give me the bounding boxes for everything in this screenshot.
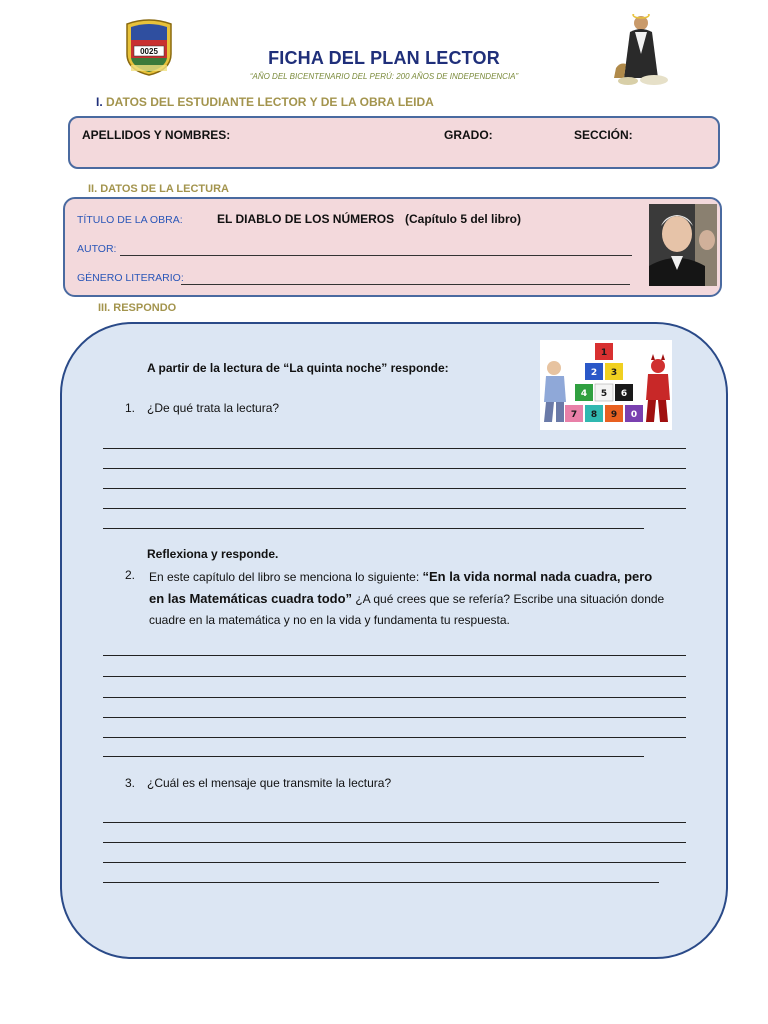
section1-title: DATOS DEL ESTUDIANTE LECTOR Y DE LA OBRA LEIDA — [106, 95, 434, 109]
cube-4-label: 4 — [580, 389, 588, 399]
cube-6-label: 6 — [620, 389, 628, 399]
grade-label: GRADO: — [444, 128, 493, 142]
question-1-number: 1. — [125, 401, 136, 415]
response-intro: A partir de la lectura de “La quinta noche” responde: — [147, 361, 449, 375]
work-title-value: EL DIABLO DE LOS NÚMEROS — [217, 212, 395, 226]
section-label: SECCIÓN: — [574, 128, 633, 142]
school-logo-number: 0025 — [140, 47, 158, 56]
reflect-heading: Reflexiona y responde. — [147, 547, 279, 561]
cube-8-label: 8 — [590, 410, 598, 420]
section1-roman: I. — [96, 95, 103, 109]
question-1-text: ¿De qué trata la lectura? — [147, 401, 280, 415]
section1-heading — [96, 95, 434, 109]
question-2-post-b: cuadre en la matemática y no en la vida y fundamenta tu respuesta. — [149, 613, 510, 627]
cube-5-label: 5 — [600, 389, 608, 399]
question-2-pre: En este capítulo del libro se menciona lo siguiente: — [149, 570, 423, 584]
answer-line[interactable] — [103, 528, 644, 529]
section2-heading: II. DATOS DE LA LECTURA — [88, 183, 229, 195]
section3-heading: III. RESPONDO — [98, 302, 177, 314]
answer-line[interactable] — [103, 862, 686, 863]
question-3-text: ¿Cuál es el mensaje que transmite la lectura? — [147, 776, 392, 790]
answer-line[interactable] — [103, 737, 686, 738]
answer-line[interactable] — [103, 655, 686, 656]
genre-label: GÉNERO LITERARIO: — [77, 272, 184, 284]
answer-line[interactable] — [103, 508, 686, 509]
answer-line[interactable] — [103, 822, 686, 823]
answer-line[interactable] — [103, 488, 686, 489]
cube-0-label: 0 — [630, 410, 638, 420]
question-2-number: 2. — [125, 568, 136, 582]
cube-9-label: 9 — [610, 410, 618, 420]
cube-3-label: 3 — [610, 368, 618, 378]
names-label: APELLIDOS Y NOMBRES: — [82, 128, 231, 142]
student-data-box — [68, 116, 720, 169]
work-title-note: (Capítulo 5 del libro) — [405, 212, 521, 226]
answer-line[interactable] — [103, 468, 686, 469]
answer-line[interactable] — [103, 882, 659, 883]
author-answer-line[interactable] — [120, 255, 632, 256]
cube-1-label: 1 — [600, 348, 608, 358]
question-2-post-a: ¿A qué crees que se refería? Escribe una situación donde — [352, 592, 665, 606]
answer-line[interactable] — [103, 448, 686, 449]
answer-line[interactable] — [103, 676, 686, 677]
page-title: FICHA DEL PLAN LECTOR — [268, 48, 500, 68]
author-label: AUTOR: — [77, 243, 117, 255]
cube-7-label: 7 — [570, 410, 578, 420]
question-2-quote-a: “En la vida normal nada cuadra, pero — [422, 569, 653, 584]
answer-line[interactable] — [103, 717, 686, 718]
genre-answer-line[interactable] — [181, 284, 630, 285]
question-2-text — [149, 566, 689, 631]
author-photo — [649, 204, 717, 286]
cube-2-label: 2 — [590, 368, 598, 378]
reading-data-box — [63, 197, 722, 297]
number-devil-cubes-illustration — [540, 340, 672, 430]
page-subtitle: “AÑO DEL BICENTENARIO DEL PERÚ: 200 AÑOS DE INDEPENDENCIA” — [249, 72, 519, 81]
answer-line[interactable] — [103, 756, 644, 757]
work-title-label: TÍTULO DE LA OBRA: — [77, 214, 183, 226]
question-3-number: 3. — [125, 776, 136, 790]
question-2-quote-b: en las Matemáticas cuadra todo” — [149, 591, 353, 606]
answer-line[interactable] — [103, 842, 686, 843]
answer-line[interactable] — [103, 697, 686, 698]
